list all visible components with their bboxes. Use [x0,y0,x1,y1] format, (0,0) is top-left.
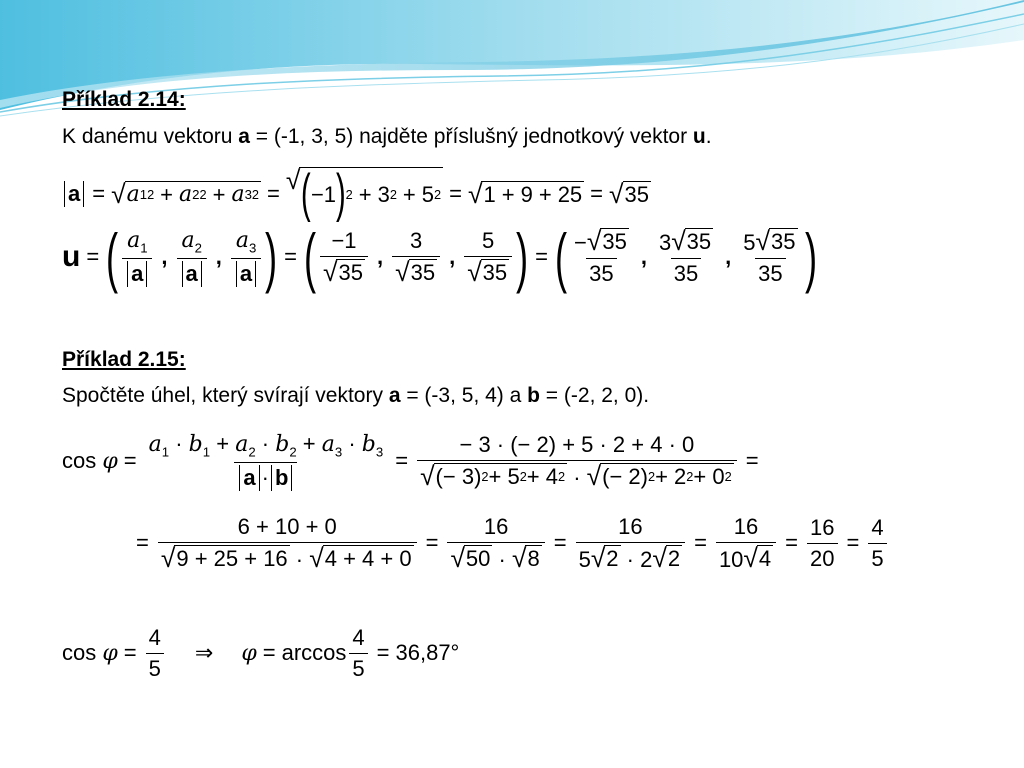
cos-label-final: cos [62,640,97,665]
phi-symbol-final: φ [102,640,118,666]
unit-vector-equation: u = ( $\frac{a_1}{a}$ , $\frac{a_2}{a}$ , $\frac{a_3}{a}$ ) = ( −1 √ 35 , 3 √ 35 , 5 √ 35 ) = ( − √ 35 35 , 3 √ 35 35 , 5 √ 35 35 ) [62,220,817,294]
example-2-14-task [62,125,712,149]
task2-text-pre: Spočtěte úhel, který svírají vektory [62,384,389,407]
cosine-equation-line1: cos φ = $\frac{a_1 \cdot b_1 + a_2 \cdot b_2 + a_3 \cdot b_3}{a \cdot b}$ = − 3 · (− 2) + 5 · 2 + 4 · 0 √ (− 3) 2 + 5 2 + 4 2 · √ (− 2) 2 + 2 2 + 0 2 = [62,431,759,491]
cos-label: cos [62,448,97,473]
task2-text-mid: = (-3, 5, 4) a [400,384,528,407]
vector-b-label: b [527,384,540,407]
norm-equation: a = √ a 1 2 + a 2 2 + a 3 2 = √ ( −1 ) 2 + 3 2 + 5 2 = √ 1 + 9 + 25 = √ 35 [62,172,651,216]
phi-symbol-lhs: φ [241,640,257,666]
cosine-equation-line2: = 6 + 10 + 0 √ 9 + 25 + 16 · √ 4 + 4 + 0 = 16 √ 50 · √ 8 = 16 5 √ 2 · 2 √ 2 = 16 10 √ 4 = $\frac{16}{20}$ = $\frac{4}{5}$ [130,510,890,576]
result-denominator: 5 [146,653,164,682]
norm-result: 35 [624,181,649,207]
arccos-numerator: 4 [352,624,365,650]
phi-symbol: φ [102,448,118,474]
task2-text-end: = (-2, 2, 0). [539,384,650,407]
angle-result-line: cos φ = $\frac{4}{5}$ ⇒ φ = arccos $\frac{4}{5}$ = 36,87° [62,624,460,681]
task-text-end: . [705,125,712,148]
result-fraction [146,625,164,682]
angle-result: 36,87° [395,640,460,665]
implies-arrow-icon: ⇒ [194,640,214,665]
example-2-15-task [62,384,649,408]
result-numerator: 4 [148,624,161,650]
task-text-mid: = (-1, 3, 5) najděte příslušný jednotkový vektor [249,125,693,148]
example-2-15-heading: Příklad 2.15: [62,348,186,371]
vector-u-label: u [692,125,706,148]
arccos-denominator: 5 [349,653,367,682]
vector-a-label: a [238,125,250,148]
arccos-label: arccos [281,640,347,665]
example-2-14-heading: Příklad 2.14: [62,88,186,111]
task-text-pre: K danému vektoru [62,125,239,148]
vector-a-label-2: a [388,384,401,407]
